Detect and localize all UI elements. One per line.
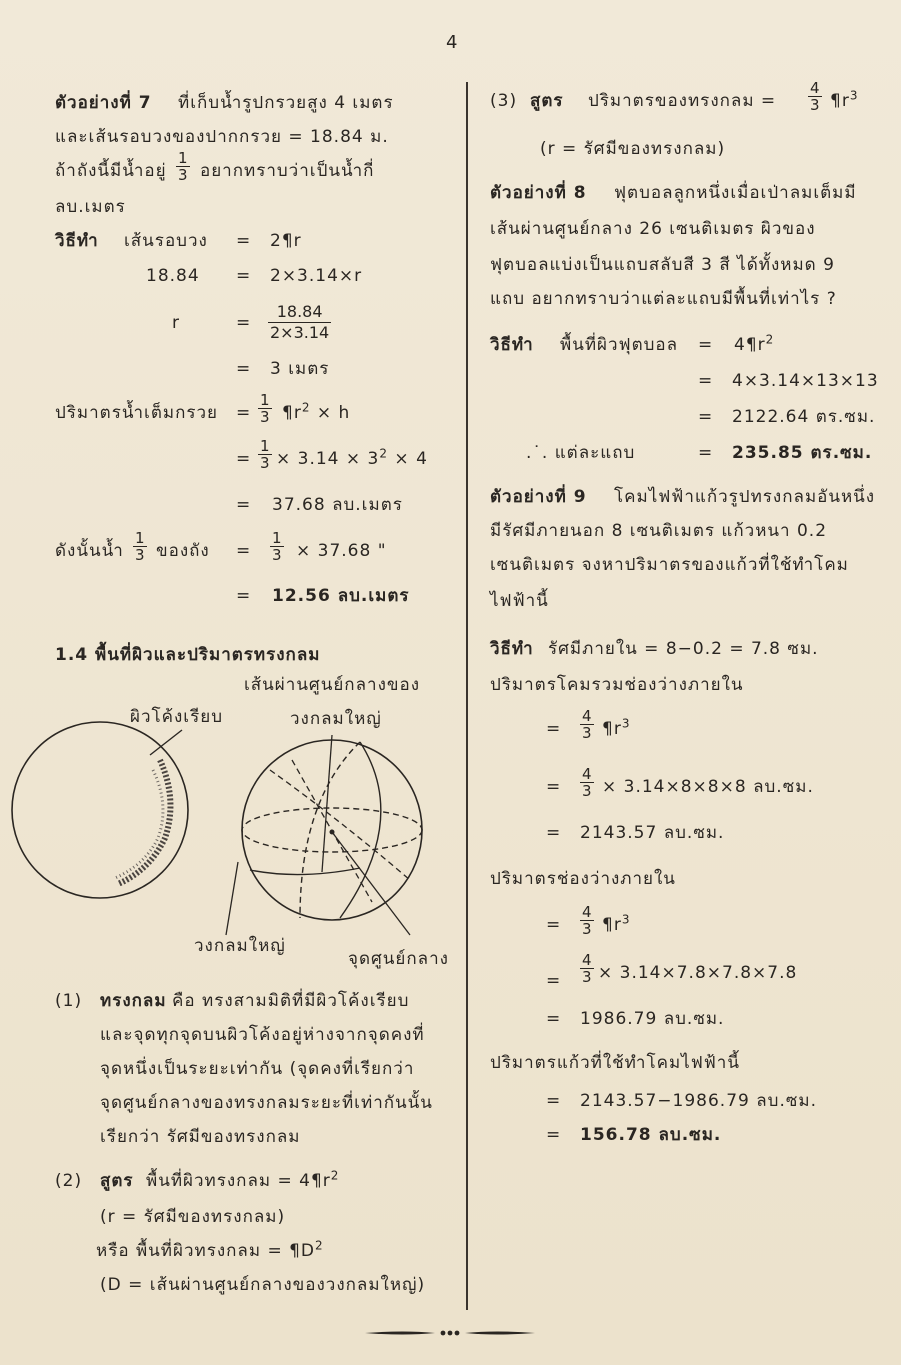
sol9-r2: ปริมาตรโคมรวมช่องว่างภายใน xyxy=(490,675,744,695)
def1-line-b: และจุดทุกจุดบนผิวโค้งอยู่ห่างจากจุดคงที่ xyxy=(100,1025,425,1045)
example-7-line-4: ลบ.เมตร xyxy=(55,197,126,217)
sol9-r4-eq: = xyxy=(546,777,562,797)
sol9-r4-right: × 3.14×8×8×8 ลบ.ซม. xyxy=(602,777,814,797)
sol7-r1-right: 2¶r xyxy=(270,231,302,251)
sol7-r4-eq: = xyxy=(236,359,252,379)
caption-center: จุดศูนย์กลาง xyxy=(348,949,449,969)
column-divider xyxy=(466,82,468,1310)
sol9-r4-fraction: $\frac{4}{3}$ xyxy=(582,765,592,800)
def1-line-a: คือ ทรงสามมิติที่มีผิวโค้งเรียบ xyxy=(172,991,410,1011)
solution-7-label: วิธีทำ xyxy=(55,231,99,251)
sol9-r12-eq: = xyxy=(546,1125,562,1145)
solution-8-label: วิธีทำ xyxy=(490,335,534,355)
example-8-line-3: ฟุตบอลแบ่งเป็นแถบสลับสี 3 สี ได้ทั้งหมด 9 xyxy=(490,255,835,275)
sol8-r1-left: พื้นที่ผิวฟุตบอล xyxy=(560,335,679,355)
sol7-r5-right: $\P r^2 \times h$ xyxy=(282,400,351,423)
example-8-label: ตัวอย่างที่ 8 xyxy=(490,183,587,203)
page-number: 4 xyxy=(446,32,458,53)
sol7-r8-left: ดังนั้นน้ำ xyxy=(55,541,124,561)
sol7-r8-eq: = xyxy=(236,541,252,561)
example-7-label: ตัวอย่างที่ 7 xyxy=(55,93,152,113)
sol7-r7-eq: = xyxy=(236,495,252,515)
sol7-r1-left: เส้นรอบวง xyxy=(124,231,208,251)
sol7-r6-right: × $3.14 \times 3^2 \times 4$ xyxy=(276,446,428,469)
sol7-r9-eq: = xyxy=(236,586,252,606)
example-9-line-4: ไฟฟ้านี้ xyxy=(490,591,549,611)
sol9-r5-right: 2143.57 ลบ.ซม. xyxy=(580,823,725,843)
sol8-r4-left: .˙. แต่ละแถบ xyxy=(526,443,636,463)
sol7-answer: 12.56 ลบ.เมตร xyxy=(272,586,410,606)
sphere-outline-left xyxy=(12,722,188,898)
example-8-line-1: ฟุตบอลลูกหนึ่งเมื่อเป่าลมเต็มมี xyxy=(614,183,857,203)
formula3-note: (r = รัศมีของทรงกลม) xyxy=(540,139,726,159)
def1-bold: ทรงกลม xyxy=(100,991,167,1011)
sol9-r10: ปริมาตรแก้วที่ใช้ทำโคมไฟฟ้านี้ xyxy=(490,1053,740,1073)
sol9-r8-right: × 3.14×7.8×7.8×7.8 xyxy=(598,963,798,983)
example-7-line-1: ที่เก็บน้ำรูปกรวยสูง 4 เมตร xyxy=(178,93,394,113)
sol7-r8-fraction: $\frac{1}{3}$ xyxy=(135,529,145,564)
sol9-r5-eq: = xyxy=(546,823,562,843)
formula3-fraction: $\frac{4}{3}$ xyxy=(810,79,820,114)
def2-label: (2) xyxy=(55,1171,83,1191)
def1-line-e: เรียกว่า รัศมีของทรงกลม xyxy=(100,1127,301,1147)
great-circle-pointer xyxy=(226,862,238,935)
sol9-r3-eq: = xyxy=(546,719,562,739)
sol7-r6-eq: = xyxy=(236,449,252,469)
sol9-r7-right: $\P r^3$ xyxy=(602,912,631,935)
sol9-r1: รัศมีภายใน = 8−0.2 = 7.8 ซม. xyxy=(548,639,819,659)
sol8-r1-right: $4\P r^2$ xyxy=(734,332,775,355)
sol9-r8-eq: = xyxy=(546,971,562,991)
def2-line-b: (r = รัศมีของทรงกลม) xyxy=(100,1207,286,1227)
sol9-r8-fraction: $\frac{4}{3}$ xyxy=(582,951,592,986)
decorative-divider xyxy=(365,1328,535,1338)
example-9-label: ตัวอย่างที่ 9 xyxy=(490,487,587,507)
tilted-circle xyxy=(270,770,410,880)
sol8-r2-eq: = xyxy=(698,371,714,391)
sol7-r1-eq: = xyxy=(236,231,252,251)
example-7-line-3b: อยากทราบว่าเป็นน้ำกี่ xyxy=(200,161,375,181)
example-7-line-3a: ถ้าถังนี้มีน้ำอยู่ xyxy=(55,161,167,181)
sol7-r6-fraction: $\frac{1}{3}$ xyxy=(260,437,270,472)
sol7-r4-right: 3 เมตร xyxy=(270,359,330,379)
sol9-r7-fraction: $\frac{4}{3}$ xyxy=(582,903,592,938)
caption-diameter-1: เส้นผ่านศูนย์กลางของ xyxy=(244,675,420,695)
sol9-r9-right: 1986.79 ลบ.ซม. xyxy=(580,1009,725,1029)
example-9-line-3: เซนติเมตร จงหาปริมาตรของแก้วที่ใช้ทำโคม xyxy=(490,555,849,575)
formula3-text: ปริมาตรของทรงกลม = xyxy=(588,91,777,111)
caption-smooth-surface: ผิวโค้งเรียบ xyxy=(130,707,224,727)
sol7-r5-fraction: $\frac{1}{3}$ xyxy=(260,391,270,426)
fraction-one-third: $\frac{1}{3}$ xyxy=(178,149,188,184)
sol7-r8-fraction-2: $\frac{1}{3}$ xyxy=(272,529,282,564)
sol7-r2-eq: = xyxy=(236,266,252,286)
sphere-shading xyxy=(118,760,170,884)
def2-line-c: หรือ พื้นที่ผิวทรงกลม = $\P D^2$ xyxy=(96,1238,324,1261)
example-7-line-2: และเส้นรอบวงของปากกรวย = 18.84 ม. xyxy=(55,127,389,147)
sol7-r2-left: 18.84 xyxy=(146,266,200,286)
sol9-r3-right: $\P r^3$ xyxy=(602,716,631,739)
sol9-r11-right: 2143.57−1986.79 ลบ.ซม. xyxy=(580,1091,818,1111)
caption-diameter-2: วงกลมใหญ่ xyxy=(290,709,382,729)
sol7-r3-eq: = xyxy=(236,313,252,333)
sol8-answer: 235.85 ตร.ซม. xyxy=(732,443,873,463)
sol9-r7-eq: = xyxy=(546,915,562,935)
sol8-r1-eq: = xyxy=(698,335,714,355)
formula3-label: (3) xyxy=(490,91,518,111)
sol9-r9-eq: = xyxy=(546,1009,562,1029)
def1-line-c: จุดหนึ่งเป็นระยะเท่ากัน (จุดคงที่เรียกว่า xyxy=(100,1059,415,1079)
sol7-r7-right: 37.68 ลบ.เมตร xyxy=(272,495,403,515)
sol7-r2-right: 2×3.14×r xyxy=(270,266,363,286)
sol7-r3-fraction: $\frac{18.84}{2\times 3.14}$ xyxy=(270,302,330,342)
sol7-r5-eq: = xyxy=(236,403,252,423)
sol9-r6: ปริมาตรช่องว่างภายใน xyxy=(490,869,676,889)
sol7-r3-left: r xyxy=(172,313,180,333)
formula3-bold: สูตร xyxy=(530,91,564,111)
example-9-line-1: โคมไฟฟ้าแก้วรูปทรงกลมอันหนึ่ง xyxy=(614,487,876,507)
meridian-front xyxy=(340,742,381,918)
sol8-r2-right: 4×3.14×13×13 xyxy=(732,371,879,391)
sol8-r3-eq: = xyxy=(698,407,714,427)
equator-front xyxy=(250,868,360,875)
section-title: 1.4 พื้นที่ผิวและปริมาตรทรงกลม xyxy=(55,645,321,665)
def1-label: (1) xyxy=(55,991,83,1011)
sol9-r3-fraction: $\frac{4}{3}$ xyxy=(582,707,592,742)
example-8-line-4: แถบ อยากทราบว่าแต่ละแถบมีพื้นที่เท่าไร ? xyxy=(490,289,837,309)
caption-great-circle: วงกลมใหญ่ xyxy=(194,936,286,956)
sol7-r8-right: × 37.68 " xyxy=(296,541,387,561)
def2-bold: สูตร xyxy=(100,1171,134,1191)
sol8-r3-right: 2122.64 ตร.ซม. xyxy=(732,407,876,427)
sol7-r5-left: ปริมาตรน้ำเต็มกรวย xyxy=(55,403,218,423)
def2-line-a: พื้นที่ผิวทรงกลม = $4\P r^2$ xyxy=(146,1168,340,1191)
sol9-r11-eq: = xyxy=(546,1091,562,1111)
example-8-line-2: เส้นผ่านศูนย์กลาง 26 เซนติเมตร ผิวของ xyxy=(490,219,816,239)
sphere-figures xyxy=(0,0,466,980)
solution-9-label: วิธีทำ xyxy=(490,639,534,659)
example-9-line-2: มีรัศมีภายนอก 8 เซนติเมตร แก้วหนา 0.2 xyxy=(490,521,828,541)
formula3-rhs: $\P r^3$ xyxy=(830,88,859,111)
sol8-r4-eq: = xyxy=(698,443,714,463)
def1-line-d: จุดศูนย์กลางของทรงกลมระยะที่เท่ากันนั้น xyxy=(100,1093,433,1113)
sol7-r8-left2: ของถัง xyxy=(156,541,210,561)
sol9-answer: 156.78 ลบ.ซม. xyxy=(580,1125,722,1145)
def2-line-d: (D = เส้นผ่านศูนย์กลางของวงกลมใหญ่) xyxy=(100,1275,426,1295)
sphere-shading-inner xyxy=(115,770,163,878)
